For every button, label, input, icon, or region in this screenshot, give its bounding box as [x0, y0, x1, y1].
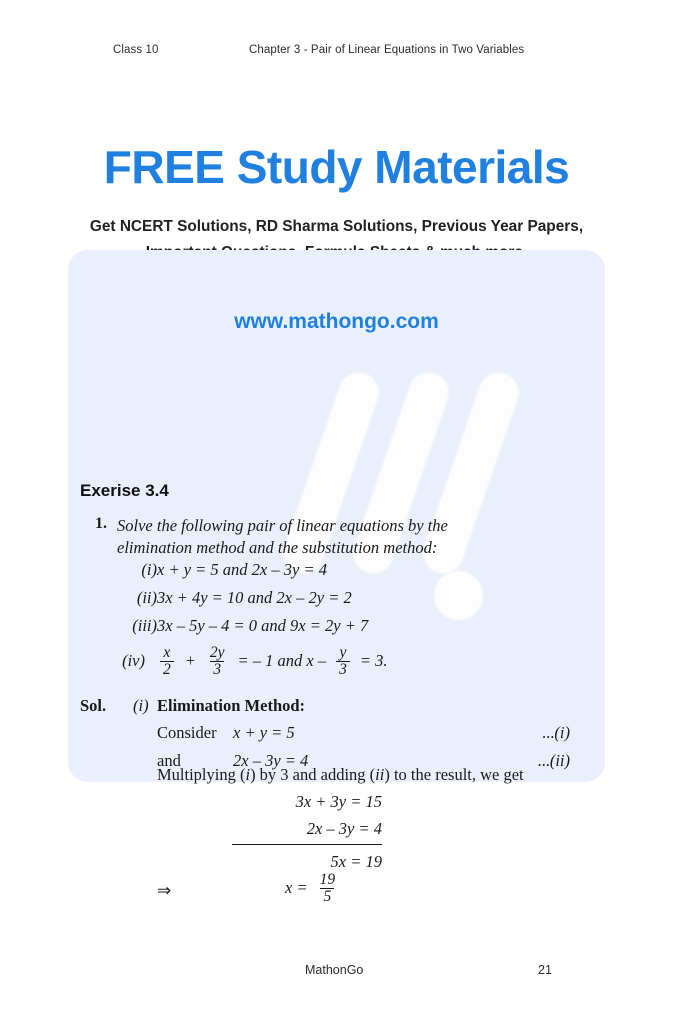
part-roman-iii: (iii) — [132, 616, 157, 635]
calculation-row-2: 2x – 3y = 4 — [306, 819, 382, 838]
part-roman-iv: (iv) — [122, 651, 145, 671]
footer-brand: MathonGo — [305, 963, 364, 977]
reference-dots: ... — [537, 751, 550, 770]
fraction-numerator: x — [163, 644, 171, 661]
fraction-19-over-5 — [317, 872, 339, 905]
fraction-denominator: 3 — [336, 661, 350, 678]
calculation-result: 5x = 19 — [330, 852, 382, 871]
reference-roman: (ii) — [549, 751, 570, 770]
fraction-denominator: 3 — [210, 661, 224, 678]
narration-roman-i: i — [245, 765, 251, 784]
fraction-y-over-3 — [336, 645, 350, 678]
question-text-line-1: Solve the following pair of linear equations by the — [117, 516, 448, 535]
running-head-class: Class 10 — [113, 44, 159, 56]
fraction-x-over-2 — [160, 645, 174, 678]
calculation-block — [232, 788, 382, 875]
question-text-line-2: elimination method and the substitution method: — [117, 538, 438, 557]
fraction-numerator: 2y — [209, 644, 225, 661]
part-iv-middle-text: = – 1 and x – — [237, 651, 327, 671]
exercise-heading: Exerise 3.4 — [80, 481, 169, 500]
implies-arrow-icon: ⇒ — [157, 881, 172, 900]
solution-label: Sol. — [80, 696, 107, 715]
part-text-iii: 3x – 5y – 4 = 0 and 9x = 2y + 7 — [157, 616, 369, 635]
part-roman-i: (i) — [141, 560, 157, 579]
calculation-rule-line — [232, 844, 382, 845]
promo-title: FREE Study Materials — [103, 141, 570, 193]
narration-roman-ii: ii — [375, 765, 385, 784]
operator-plus: + — [184, 651, 196, 671]
part-iv-tail-text: = 3. — [359, 651, 388, 671]
final-result-lhs: x = — [285, 878, 308, 898]
solution-row-1-equation: 2x – 3y = 4 — [233, 751, 309, 770]
solution-method-title: Elimination Method: — [157, 696, 306, 715]
fraction-numerator: y — [339, 644, 347, 661]
calculation-row-1: 3x + 3y = 15 — [295, 792, 382, 811]
reference-dots: ... — [542, 723, 555, 742]
footer-page-number: 21 — [538, 963, 552, 977]
solution-row-0-equation: x + y = 5 — [233, 723, 295, 742]
running-head-chapter: Chapter 3 - Pair of Linear Equations in Two Variables — [249, 44, 525, 56]
solution-row-0-reference — [470, 723, 570, 743]
promo-website-link[interactable]: www.mathongo.com — [234, 310, 439, 333]
narration-part-a: Multiplying ( — [157, 765, 246, 784]
solution-row-1-lead: and — [157, 751, 181, 770]
solution-part-roman: (i) — [133, 696, 149, 715]
part-row-iv — [105, 645, 388, 678]
narration-part-c: ) to the result, we get — [384, 765, 524, 784]
question-number: 1. — [95, 515, 107, 532]
reference-roman: (i) — [554, 723, 570, 742]
page-footer — [0, 963, 673, 981]
part-text-ii: 3x + 4y = 10 and 2x – 2y = 2 — [157, 588, 352, 607]
part-text-i: x + y = 5 and 2x – 3y = 4 — [157, 560, 327, 579]
fraction-denominator: 2 — [160, 661, 174, 678]
fraction-2y-over-3 — [207, 645, 228, 678]
fraction-denominator: 5 — [320, 888, 334, 905]
promo-subtitle-line-1: Get NCERT Solutions, RD Sharma Solutions, Previous Year Papers, — [89, 218, 584, 235]
narration-part-b: ) by 3 and adding ( — [250, 765, 376, 784]
solution-narration — [157, 765, 524, 785]
question-text — [117, 515, 579, 559]
part-roman-ii: (ii) — [136, 588, 157, 607]
solution-row-0-lead: Consider — [157, 723, 217, 742]
final-result — [285, 872, 340, 905]
fraction-numerator: 19 — [319, 871, 336, 888]
